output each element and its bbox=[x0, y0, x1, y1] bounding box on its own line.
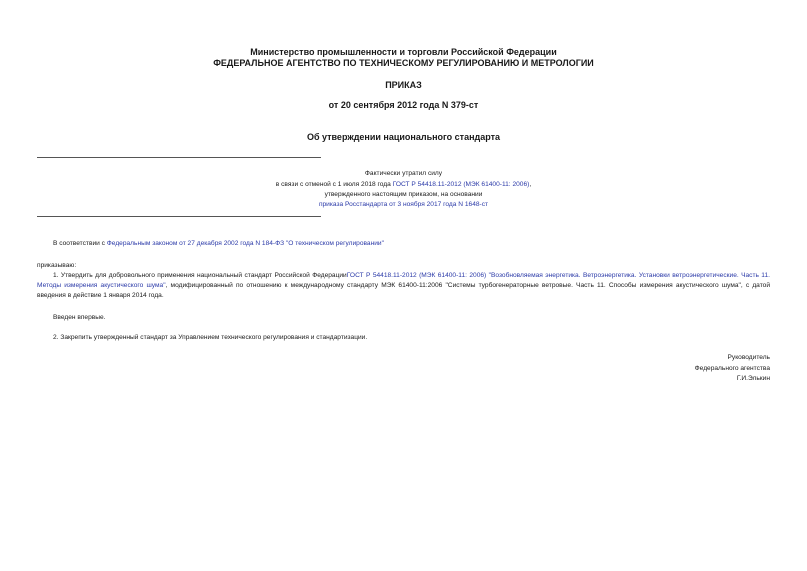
signature-name: Г.И.Элькин bbox=[736, 375, 770, 382]
federal-law-link[interactable]: Федеральным законом от 27 декабря 2002 года N 184-ФЗ "О техническом регулировании" bbox=[106, 240, 384, 247]
gost-link[interactable]: ГОСТ Р 54418.11-2012 (МЭК 61400-11: 2006) bbox=[392, 181, 530, 188]
rosstandart-order-link[interactable]: приказа Росстандарта от 3 ноября 2017 года N 1648-ст bbox=[318, 201, 489, 208]
top-divider bbox=[37, 157, 321, 158]
status-note-line2-prefix: в связи с отменой с 1 июля 2018 года bbox=[275, 181, 393, 188]
introduced-note: Введен впервые. bbox=[53, 314, 106, 321]
document-type: ПРИКАЗ bbox=[385, 80, 422, 90]
bottom-divider bbox=[37, 216, 321, 217]
agency-name: ФЕДЕРАЛЬНОЕ АГЕНТСТВО ПО ТЕХНИЧЕСКОМУ РЕГУЛИРОВАНИЮ И МЕТРОЛОГИИ bbox=[213, 58, 594, 68]
status-note-line4 bbox=[37, 200, 770, 210]
signature-position: Руководитель bbox=[727, 354, 770, 361]
signature-organization: Федерального агентства bbox=[694, 364, 770, 372]
preamble-paragraph bbox=[37, 239, 770, 249]
item2-paragraph: 2. Закрепить утвержденный стандарт за Управлением технического регулирования и стандартизации. bbox=[53, 334, 368, 341]
item1-suffix: , модифицированный по отношению к международному стандарту МЭК 61400-11:2006 "Системы турбогенераторные ветровые. Часть 11. Способы измерения акустического шума", с датой введения в действие 1 января 2014 года. bbox=[37, 282, 771, 299]
status-note-line2-suffix: , bbox=[529, 181, 532, 188]
signature-block bbox=[570, 353, 770, 385]
item1-paragraph bbox=[37, 271, 770, 301]
standard-link[interactable]: ГОСТ Р 54418.11-2012 (МЭК 61400-11: 2006) "Возобновляемая энергетика. Ветроэнергетика. Установки ветроэнергетические. Часть 11. Методы измерения акустического шума" bbox=[37, 272, 770, 289]
status-note-line1: Фактически утратил силу bbox=[364, 170, 443, 177]
order-word: приказываю: bbox=[37, 262, 77, 269]
document-title: Об утверждении национального стандарта bbox=[306, 132, 501, 142]
preamble-prefix: В соответствии с bbox=[53, 240, 107, 247]
ministry-name: Министерство промышленности и торговли Российской Федерации bbox=[250, 47, 557, 57]
status-note-line2 bbox=[37, 180, 770, 190]
status-note-line3: утвержденного настоящим приказом, на основании bbox=[324, 191, 483, 198]
document-date-number: от 20 сентября 2012 года N 379-ст bbox=[328, 100, 479, 110]
item1-prefix: 1. Утвердить для добровольного применения национальный стандарт Российской Федерации bbox=[53, 272, 347, 279]
